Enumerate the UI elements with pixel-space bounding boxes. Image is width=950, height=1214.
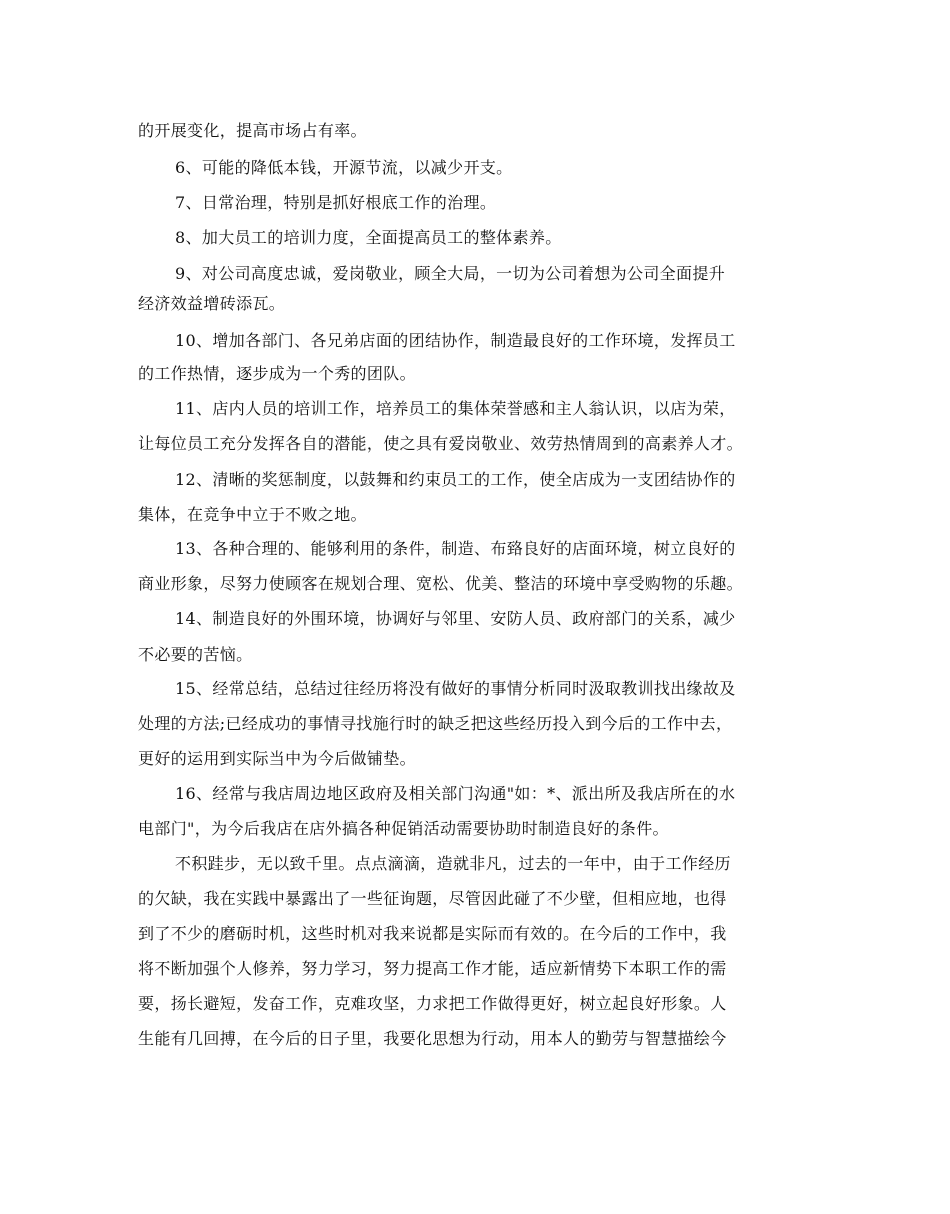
text-line: 12、清晰的奖惩制度，以鼓舞和约束员工的工作，使全店成为一支团结协作的 [175, 470, 736, 489]
text-line: 9、对公司高度忠诚，爱岗敬业，顾全大局，一切为公司着想为公司全面提升 [175, 264, 726, 283]
text-line: 电部门"，为今后我店在店外搞各种促销活动需要协助时制造良好的条件。 [138, 819, 669, 838]
text-line: 16、经常与我店周边地区政府及相关部门沟通"如：*、派出所及我店所在的水 [175, 784, 736, 803]
text-line: 更好的运用到实际当中为今后做铺垫。 [138, 749, 416, 768]
text-line: 到了不少的磨砺时机，这些时机对我来说都是实际而有效的。在今后的工作中，我 [138, 924, 727, 943]
text-line: 要，扬长避短，发奋工作，克难攻坚，力求把工作做得更好，树立起良好形象。人 [138, 994, 727, 1013]
text-line: 6、可能的降低本钱，开源节流，以减少开支。 [175, 158, 513, 177]
text-line: 10、增加各部门、各兄弟店面的团结协作，制造最良好的工作环境，发挥员工 [175, 331, 736, 350]
text-line: 不积跬步，无以致千里。点点滴滴，造就非凡，过去的一年中，由于工作经历 [175, 854, 731, 873]
text-line: 15、经常总结，总结过往经历将没有做好的事情分析同时汲取教训找出缘故及 [175, 679, 736, 698]
text-line: 不必要的苦恼。 [138, 645, 253, 664]
text-line: 让每位员工充分发挥各自的潜能，使之具有爱岗敬业、效劳热情周到的高素养人才。 [138, 434, 743, 453]
text-line: 经济效益增砖添瓦。 [138, 294, 286, 313]
text-line: 11、店内人员的培训工作，培养员工的集体荣誉感和主人翁认识，以店为荣， [175, 399, 736, 418]
text-line: 生能有几回搏，在今后的日子里，我要化思想为行动，用本人的勤劳与智慧描绘今 [138, 1029, 727, 1048]
text-line: 将不断加强个人修养，努力学习，努力提高工作才能，适应新情势下本职工作的需 [138, 959, 727, 978]
text-line: 的欠缺，我在实践中暴露出了一些征询题，尽管因此碰了不少壁，但相应地，也得 [138, 889, 727, 908]
text-line: 商业形象，尽努力使顾客在规划合理、宽松、优美、整洁的环境中享受购物的乐趣。 [138, 574, 743, 593]
text-line: 集体，在竞争中立于不败之地。 [138, 505, 367, 524]
text-line: 的工作热情，逐步成为一个秀的团队。 [138, 364, 416, 383]
text-line: 13、各种合理的、能够利用的条件，制造、布臵良好的店面环境，树立良好的 [175, 539, 736, 558]
text-line: 14、制造良好的外围环境，协调好与邻里、安防人员、政府部门的关系，减少 [175, 609, 736, 628]
text-line: 处理的方法;已经成功的事情寻找施行时的缺乏把这些经历投入到今后的工作中去， [138, 714, 733, 733]
text-line: 8、加大员工的培训力度，全面提高员工的整体素养。 [175, 228, 562, 247]
text-line: 7、日常治理，特别是抓好根底工作的治理。 [175, 193, 497, 212]
text-line: 的开展变化，提高市场占有率。 [138, 121, 367, 140]
